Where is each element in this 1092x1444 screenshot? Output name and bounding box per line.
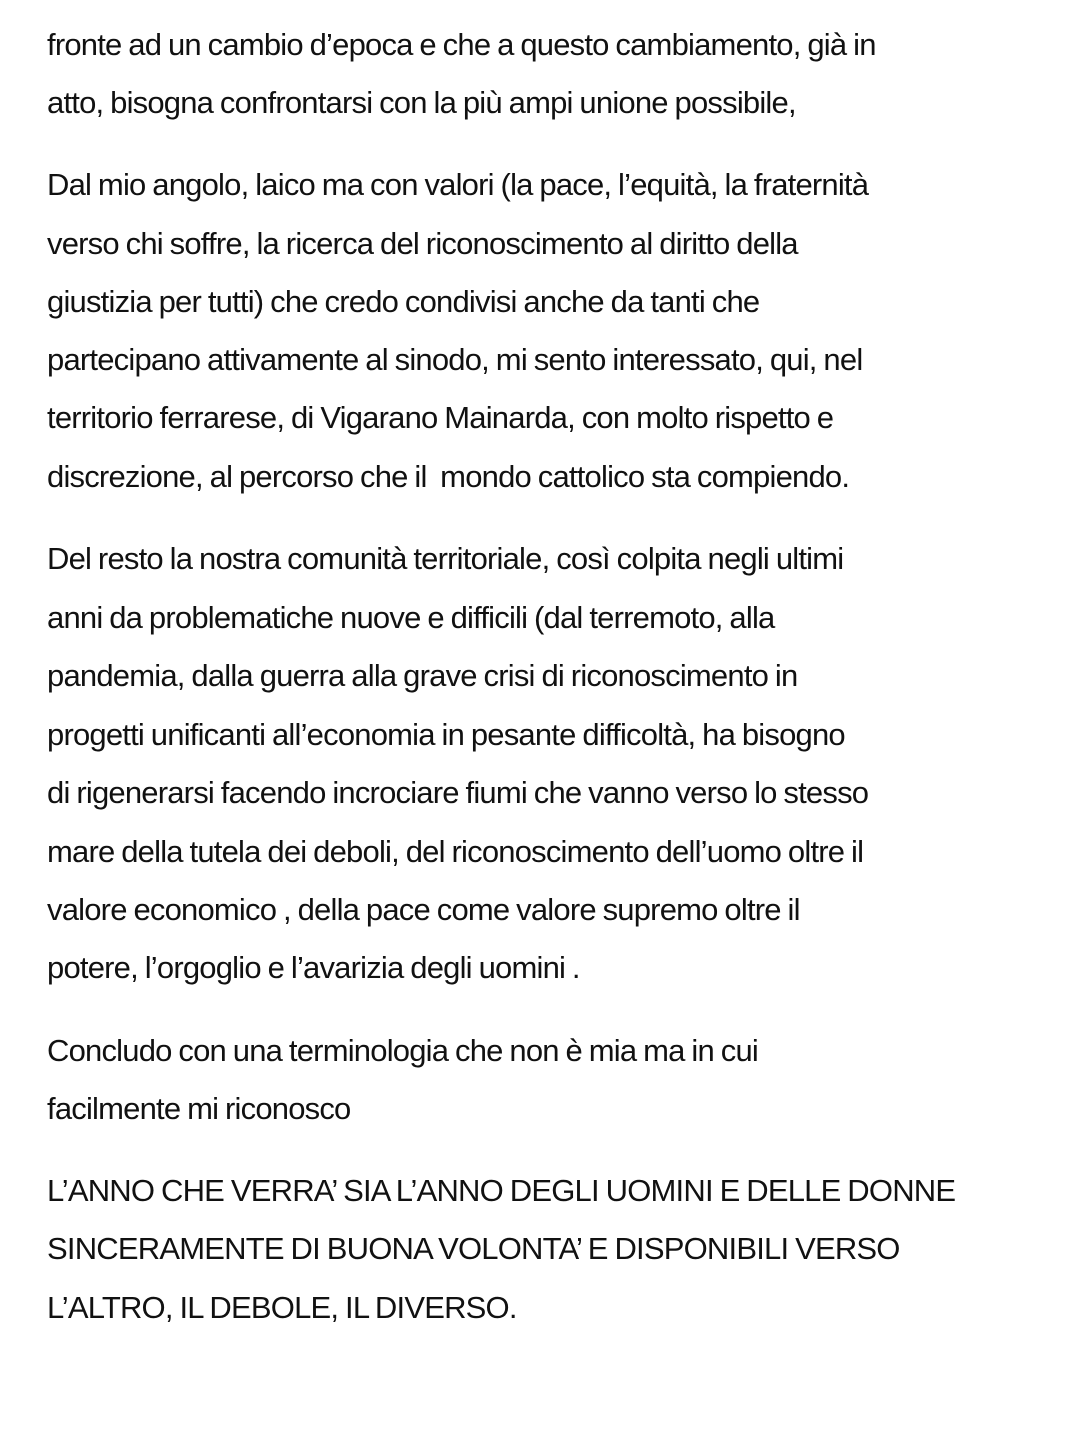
text-line: atto, bisogna confrontarsi con la più ampi unione possibile, (47, 85, 796, 120)
text-line: di rigenerarsi facendo incrociare fiumi che vanno verso lo stesso (47, 775, 869, 810)
text-line: verso chi soffre, la ricerca del riconoscimento al diritto della (47, 226, 798, 261)
text-line: Dal mio angolo, laico ma con valori (la pace, l’equità, la fraternità (47, 167, 869, 202)
text-line: fronte ad un cambio d’epoca e che a questo cambiamento, già in (47, 27, 876, 62)
text-line: valore economico , della pace come valore supremo oltre il (47, 892, 800, 927)
text-line: partecipano attivamente al sinodo, mi sento interessato, qui, nel (47, 342, 863, 377)
text-line: territorio ferrarese, di Vigarano Mainarda, con molto rispetto e (47, 400, 834, 435)
text-line: facilmente mi riconosco (47, 1091, 351, 1126)
text-line: pandemia, dalla guerra alla grave crisi di riconoscimento in (47, 658, 798, 693)
text-line: giustizia per tutti) che credo condivisi anche da tanti che (47, 284, 760, 319)
text-line: potere, l’orgoglio e l’avarizia degli uomini . (47, 950, 580, 985)
text-line: Concludo con una terminologia che non è mia ma in cui (47, 1033, 758, 1068)
text-line: progetti unificanti all’economia in pesante difficoltà, ha bisogno (47, 717, 845, 752)
text-line: L’ALTRO, IL DEBOLE, IL DIVERSO. (47, 1290, 517, 1325)
text-line: anni da problematiche nuove e difficili (dal terremoto, alla (47, 600, 775, 635)
text-line: SINCERAMENTE DI BUONA VOLONTA’ E DISPONIBILI VERSO (47, 1231, 900, 1266)
text-line: mare della tutela dei deboli, del riconoscimento dell’uomo oltre il (47, 834, 864, 869)
text-line: Del resto la nostra comunità territoriale, così colpita negli ultimi (47, 541, 844, 576)
text-line: discrezione, al percorso che il mondo cattolico sta compiendo. (47, 459, 850, 494)
text-line: L’ANNO CHE VERRA’ SIA L’ANNO DEGLI UOMINI E DELLE DONNE (47, 1173, 956, 1208)
